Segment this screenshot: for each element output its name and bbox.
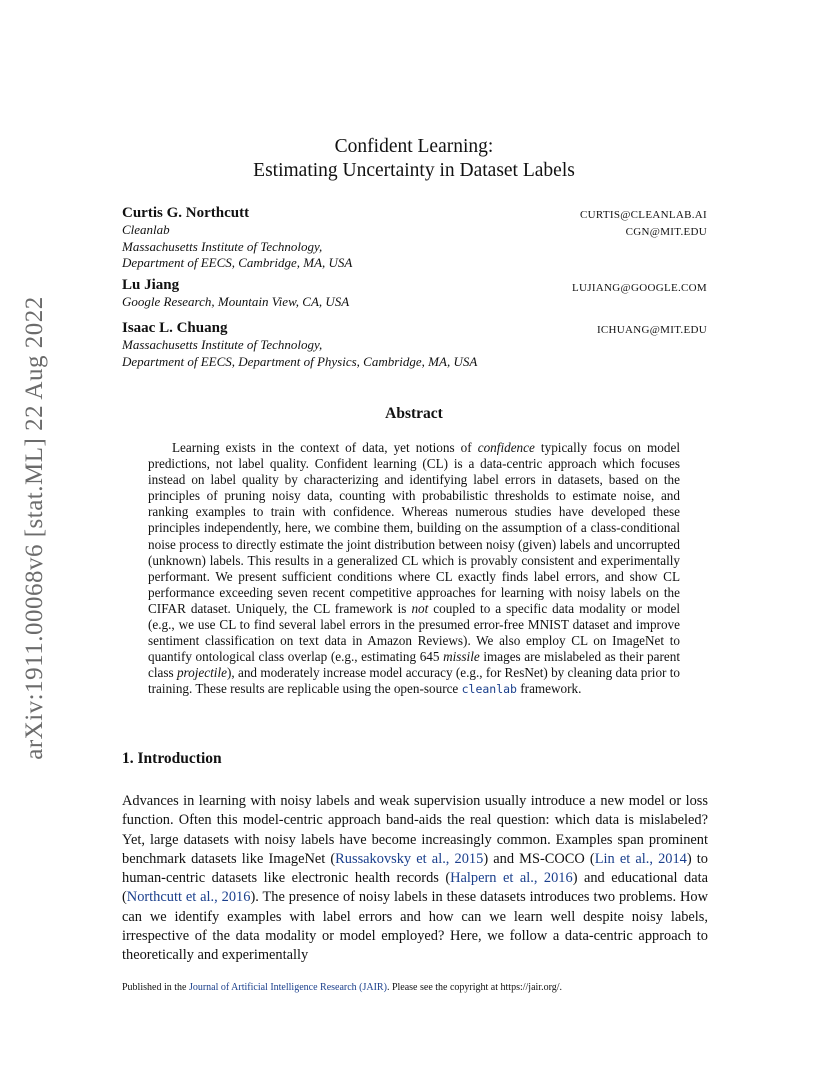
author-emails-3 xyxy=(597,322,707,339)
abstract-body: Learning exists in the context of data, yet notions of confidence typically focus on model predictions, not label quality. Confident learning (CL) is a data-centric approach which focuses instead on label quality by characterizing and identifying label errors in datasets, based on the principles of pruning noisy data, counting with probabilistic thresholds to estimate noise, and ranking examples to train with confidence. Whereas numerous studies have developed these principles independently, here, we combine them, building on the assumption of a class-conditional noise process to directly estimate the joint distribution between noisy (given) labels and uncorrupted (unknown) labels. This results in a generalized CL which is provably consistent and experimentally performant. We present sufficient conditions where CL exactly finds label errors, and show CL performance exceeding seven recent competitive approaches for learning with noisy labels on the CIFAR dataset. Uniquely, the CL framework is not coupled to a specific data modality or model (e.g., we use CL to find several label errors in the presumed error-free MNIST dataset and improve sentiment classification on text data in Amazon Reviews). We also employ CL on ImageNet to quantify ontological class overlap (e.g., estimating 645 missile images are mislabeled as their parent class projectile), and moderately increase model accuracy (e.g., for ResNet) by cleaning data prior to training. These results are replicable using the open-source cleanlab framework. xyxy=(148,440,681,697)
citation-link[interactable]: Halpern et al., 2016 xyxy=(450,870,573,887)
introduction-body: Advances in learning with noisy labels and weak supervision usually introduce a new model or loss function. Often this model-centric approach band-aids the real question: which data is mislabeled? Yet, large datasets with noisy labels have become increasingly common. Examples span prominent benchmark datasets like ImageNet (Russakovsky et al., 2015) and MS-COCO (Lin et al., 2014) to human-centric datasets like electronic health records (Halpern et al., 2016) and educational data (Northcutt et al., 2016). The presence of noisy labels in these datasets introduces two problems. How can we identify examples with label errors and how can we learn well despite noisy labels, irrespective of the data modality or model employed? Here, we follow a data-centric approach to theoretically and experimentally xyxy=(122,793,709,964)
arxiv-identifier: arXiv:1911.00068v6 [stat.ML] 22 Aug 2022 xyxy=(21,296,48,760)
email-link[interactable]: ICHUANG@MIT.EDU xyxy=(596,324,707,336)
email-link[interactable]: CURTIS@CLEANLAB.AI xyxy=(579,209,707,221)
email-link[interactable]: LUJIANG@GOOGLE.COM xyxy=(572,282,707,294)
author-name: Isaac L. Chuang xyxy=(122,320,228,336)
author-affiliation: Department of EECS, Cambridge, MA, USA xyxy=(122,255,353,270)
author-affiliation: Massachusetts Institute of Technology, xyxy=(122,238,323,254)
abstract-heading: Abstract xyxy=(385,405,443,422)
email-link[interactable]: CGN@MIT.EDU xyxy=(625,225,707,238)
author-block-2 xyxy=(122,277,349,311)
citation-link[interactable]: Northcutt et al., 2016 xyxy=(126,889,251,906)
author-emails-1 xyxy=(580,207,707,240)
author-affiliation: Google Research, Mountain View, CA, USA xyxy=(122,294,350,309)
author-affiliation: Massachusetts Institute of Technology, xyxy=(122,337,323,352)
cleanlab-code-link[interactable]: cleanlab xyxy=(461,682,517,697)
author-block-1 xyxy=(122,205,352,272)
author-emails-2 xyxy=(572,280,707,297)
paper-title-line-1: Confident Learning: xyxy=(334,136,494,157)
author-name: Lu Jiang xyxy=(122,277,180,293)
journal-link[interactable]: Journal of Artificial Intelligence Research (JAIR) xyxy=(188,982,387,993)
author-affiliation: Cleanlab xyxy=(122,222,170,237)
arxiv-sidebar xyxy=(20,278,50,778)
author-block-3 xyxy=(122,320,477,370)
paper-title-line-2: Estimating Uncertainty in Dataset Labels xyxy=(253,160,575,181)
author-affiliation: Department of EECS, Department of Physics, Cambridge, MA, USA xyxy=(122,353,478,369)
citation-link[interactable]: Lin et al., 2014 xyxy=(594,850,687,867)
publication-footnote: Published in the Journal of Artificial Intelligence Research (JAIR). Please see the copyright at https://jair.org/. xyxy=(122,982,562,993)
author-name: Curtis G. Northcutt xyxy=(122,205,250,221)
citation-link[interactable]: Russakovsky et al., 2015 xyxy=(335,850,484,867)
section-heading-introduction: 1. Introduction xyxy=(122,750,222,767)
